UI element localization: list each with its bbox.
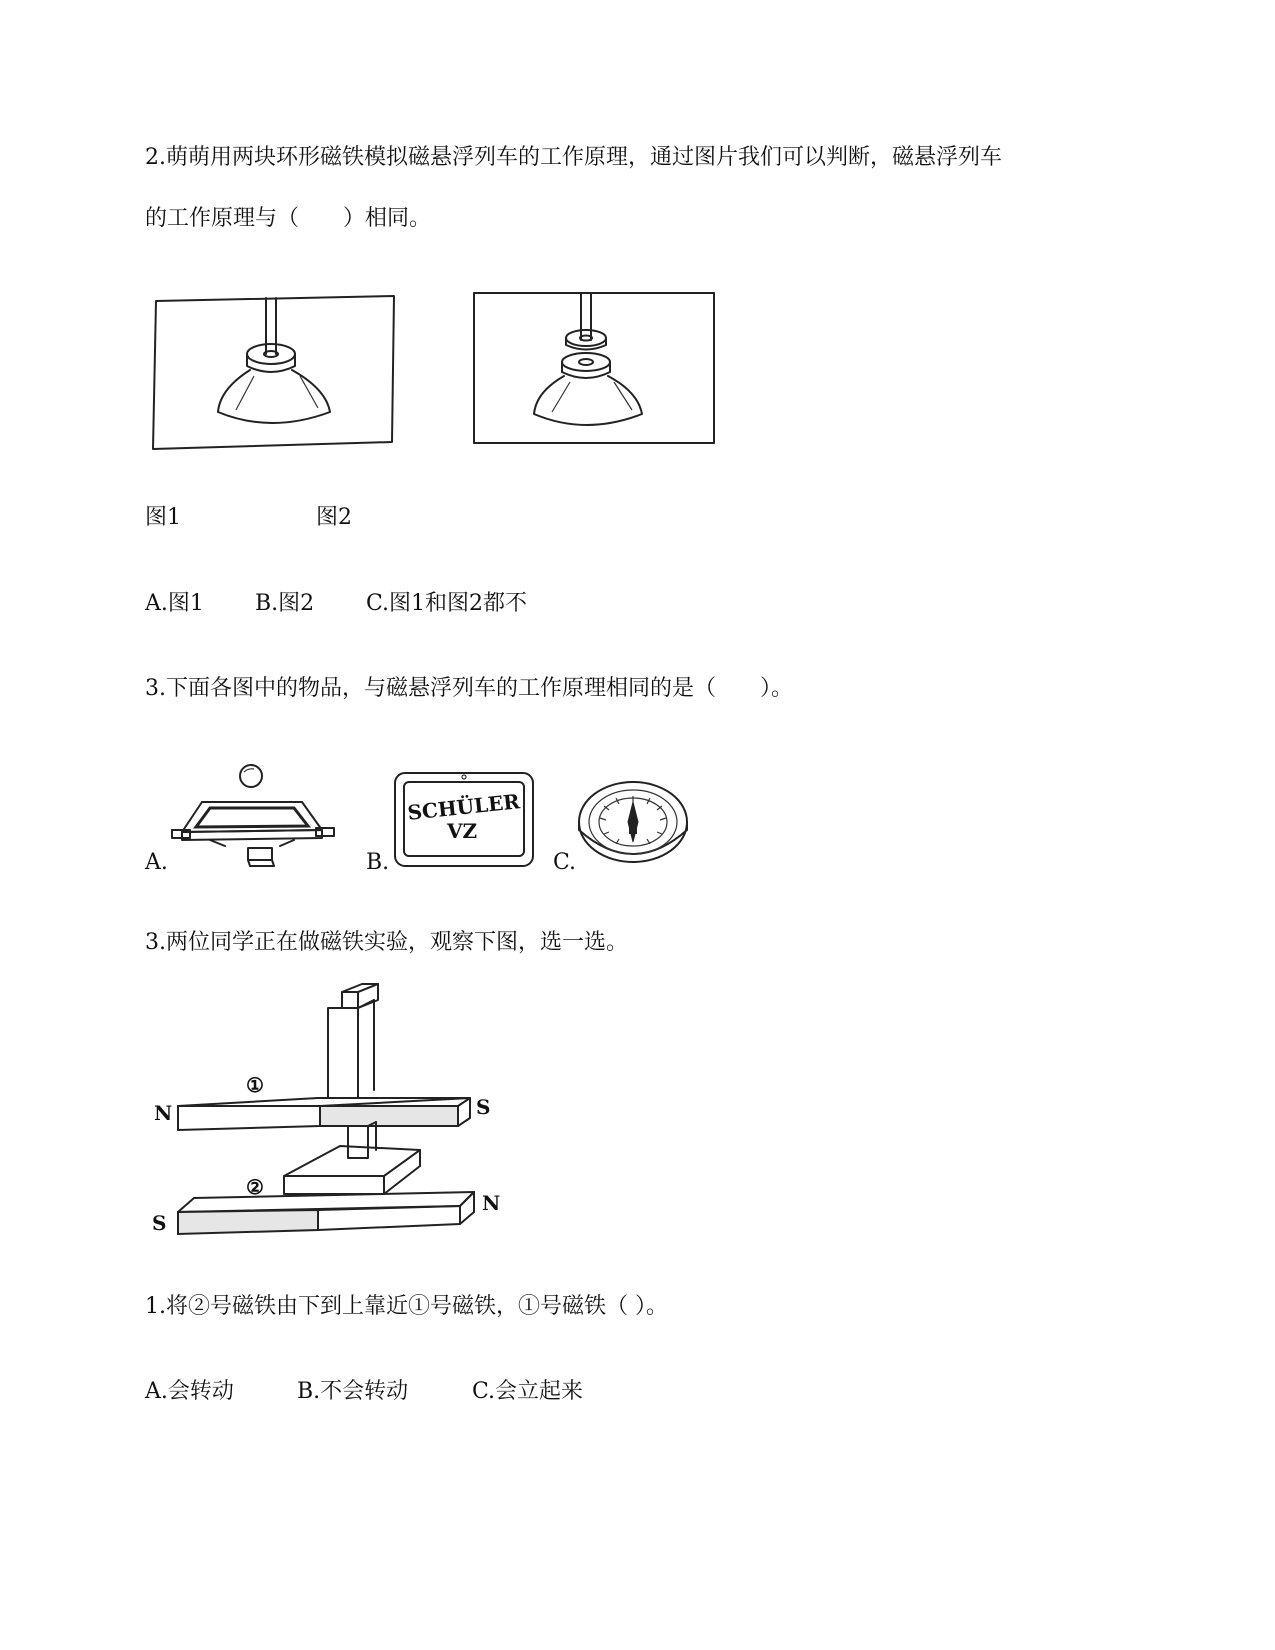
- magnet-2-number: ②: [246, 1175, 264, 1199]
- magnet-1-number: ①: [246, 1073, 264, 1097]
- q3-items-stem: 3.下面各图中的物品，与磁悬浮列车的工作原理相同的是（ ）。: [145, 676, 793, 701]
- compass-image: [576, 778, 691, 870]
- q2-option-b: B.图2: [255, 591, 315, 616]
- figure-1-image: [150, 294, 400, 454]
- q3-option-a-label: A.: [145, 850, 168, 875]
- figure-2-caption: 图2: [316, 505, 352, 530]
- q1-option-a: A.会转动: [145, 1379, 234, 1404]
- q1-option-c: C.会立起来: [472, 1379, 584, 1404]
- magnet-1-n-pole: N: [154, 1101, 173, 1125]
- q3-option-c-label: C.: [553, 850, 577, 875]
- figure-1-caption: 图1: [145, 505, 181, 530]
- magnet-2-s-pole: S: [152, 1211, 167, 1235]
- magnet-1-s-pole: S: [476, 1095, 491, 1119]
- q1-stem: 1.将②号磁铁由下到上靠近①号磁铁，①号磁铁（ ）。: [145, 1294, 668, 1319]
- magnetic-sign-board-image: [392, 770, 537, 870]
- q3-option-b-label: B.: [366, 850, 390, 875]
- q1-option-b: B.不会转动: [297, 1379, 409, 1404]
- q2-option-a: A.图1: [145, 591, 204, 616]
- levitating-ball-device-image: [170, 760, 340, 875]
- figure-2-image: [470, 290, 720, 450]
- q3-experiment-stem: 3.两位同学正在做磁铁实验，观察下图，选一选。: [145, 930, 628, 955]
- sign-board-text-line1: SCHÜLER: [406, 789, 521, 825]
- sign-board-text-line2: VZ: [446, 819, 478, 843]
- q2-stem-line1: 2.萌萌用两块环形磁铁模拟磁悬浮列车的工作原理，通过图片我们可以判断，磁悬浮列车: [145, 145, 1002, 170]
- q2-option-c: C.图1和图2都不: [366, 591, 528, 616]
- magnet-experiment-image: [150, 980, 510, 1245]
- magnet-2-n-pole: N: [482, 1191, 501, 1215]
- q2-stem-line2: 的工作原理与（ ）相同。: [145, 206, 432, 231]
